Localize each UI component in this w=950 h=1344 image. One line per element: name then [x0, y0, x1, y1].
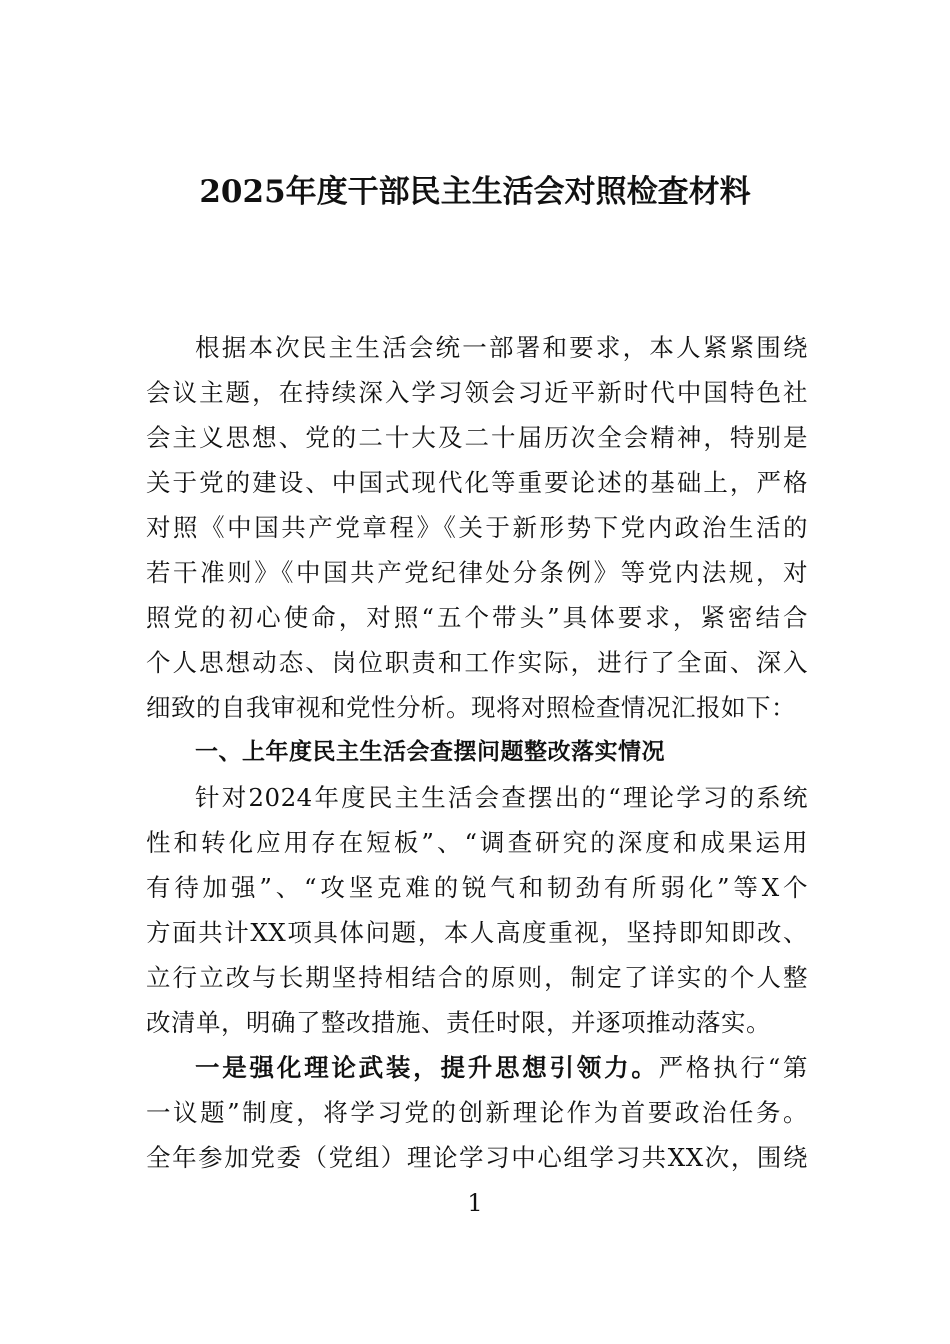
paragraph-theory	[146, 1045, 808, 1180]
paragraph-line: 对照《中国共产党章程》《关于新形势下党内政治生活的	[146, 513, 808, 542]
paragraph-line: 全年参加党委（党组）理论学习中心组学习共XX次，围绕	[146, 1143, 808, 1172]
document-title: 2025年度干部民主生活会对照检查材料	[199, 174, 751, 210]
paragraph-line: 立行立改与长期坚持相结合的原则，制定了详实的个人整	[146, 963, 808, 992]
document-body	[146, 325, 808, 1180]
paragraph-lead: 一是强化理论武装，提升思想引领力。	[195, 1053, 659, 1082]
paragraph-intro	[146, 325, 808, 730]
paragraph-line: 个人思想动态、岗位职责和工作实际，进行了全面、深入	[146, 648, 808, 677]
section-heading: 一、上年度民主生活会查摆问题整改落实情况	[195, 739, 665, 765]
paragraph-line: 方面共计XX项具体问题，本人高度重视，坚持即知即改、	[146, 918, 808, 947]
paragraph-line: 会主义思想、党的二十大及二十届历次全会精神，特别是	[146, 423, 808, 452]
paragraph-line: 性和转化应用存在短板”、“调查研究的深度和成果运用	[146, 828, 808, 857]
paragraph-rectification	[146, 775, 808, 1045]
paragraph-line: 改清单，明确了整改措施、责任时限，并逐项推动落实。	[146, 1008, 771, 1037]
paragraph-line	[146, 1045, 808, 1090]
paragraph-line: 会议主题，在持续深入学习领会习近平新时代中国特色社	[146, 378, 808, 407]
paragraph-line: 一议题”制度，将学习党的创新理论作为首要政治任务。	[146, 1098, 808, 1127]
paragraph-line: 有待加强”、“攻坚克难的锐气和韧劲有所弱化”等X个	[146, 873, 808, 902]
paragraph-line: 照党的初心使命，对照“五个带头”具体要求，紧密结合	[146, 603, 808, 632]
paragraph-line: 针对2024年度民主生活会查摆出的“理论学习的系统	[195, 783, 808, 812]
paragraph-line: 根据本次民主生活会统一部署和要求，本人紧紧围绕	[195, 333, 808, 362]
paragraph-line: 细致的自我审视和党性分析。现将对照检查情况汇报如下：	[146, 693, 796, 722]
paragraph-line: 关于党的建设、中国式现代化等重要论述的基础上，严格	[146, 468, 808, 497]
paragraph-line-rest: 严格执行“第	[658, 1053, 809, 1082]
page-number: 1	[467, 1189, 483, 1217]
paragraph-line: 若干准则》《中国共产党纪律处分条例》等党内法规，对	[146, 558, 808, 587]
